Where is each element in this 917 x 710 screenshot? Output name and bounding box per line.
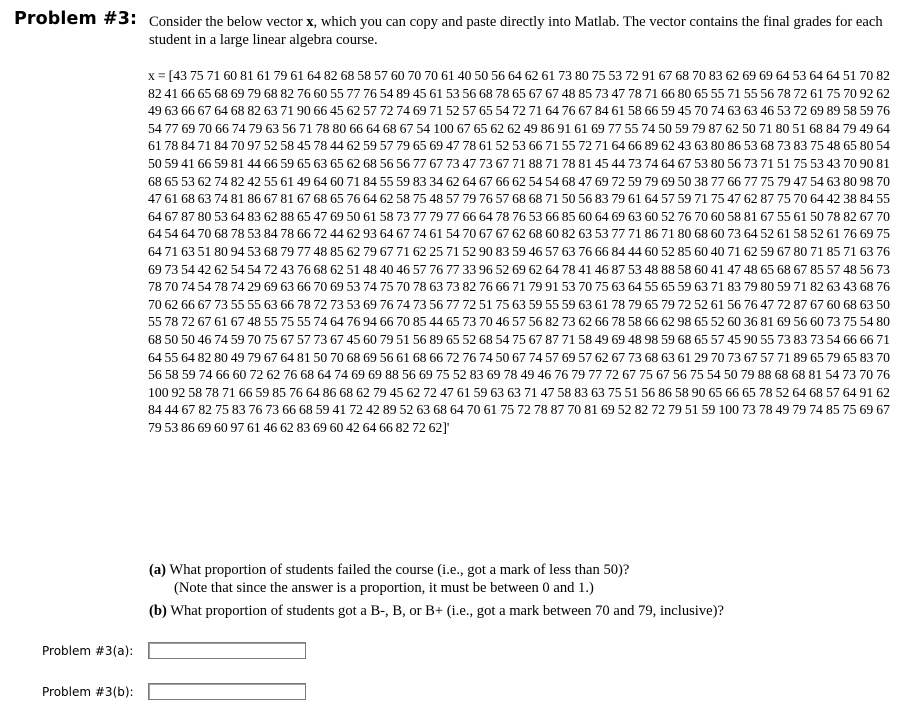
question-b-label: (b): [149, 603, 167, 619]
problem-title: Problem #3:: [14, 9, 138, 29]
answer-b-input[interactable]: [148, 683, 306, 700]
question-b-text: What proportion of students got a B-, B, or B+ (i.e., got a mark between 70 and 79, inclusive)?: [166, 603, 724, 619]
question-a-note: (Note that since the answer is a proportion, it must be between 0 and 1.): [174, 580, 594, 596]
intro-variable: x: [306, 14, 314, 30]
intro-text-after: , which you can copy and paste directly into Matlab. The vector contains the final grades for each student in a large linear algebra course.: [149, 14, 883, 48]
problem-intro: [149, 13, 889, 49]
question-a-label: (a): [149, 562, 167, 578]
question-a: [149, 561, 889, 579]
question-a-text: What proportion of students failed the course (i.e., got a mark of less than 50)?: [166, 562, 630, 578]
grades-vector: x = [43 75 71 60 81 61 79 61 64 82 68 58 57 60 70 70 61 40 50 56 64 62 61 73 80 75 53 72 91 67 68 70 83 62 69 69 64 53 64 64 51 70 82 82 41 66 65 68 69 79 68 82 76 60 55 77 76 54 89 45 61 53 56 68 78 65 67 67 48 85 73 47 78 71 66 80 65 55 71 55 56 78 72 61 75 70 92 62 49 63 66 67 64 68 82 63 71 90 66 45 62 57 72 74 69 71 52 57 65 54 72 71 64 76 67 84 61 58 66 59 45 70 74 63 63 46 53 72 69 89 58 59 76 54 77 69 70 66 74 79 63 56 71 78 80 66 64 68 67 54 100 67 65 62 62 49 86 91 61 69 77 55 74 50 59 79 87 62 50 71 80 51 68 84 79 49 64 61 78 84 71 84 70 97 52 58 45 78 44 62 59 57 79 65 69 47 78 61 52 53 66 71 55 72 71 64 66 89 62 43 63 80 86 53 68 73 83 75 48 65 80 54 50 59 41 66 59 81 44 66 59 65 63 65 62 68 56 56 77 67 73 47 73 67 71 88 71 78 81 45 44 73 74 64 67 53 80 56 73 71 51 75 53 43 70 90 81 68 65 53 62 74 82 42 55 61 49 64 60 71 84 55 59 83 34 62 64 67 66 62 54 54 68 47 69 72 59 79 69 50 38 77 66 77 75 79 47 54 63 80 98 70 47 61 68 63 74 81 86 67 81 67 68 65 76 64 62 58 75 48 57 79 76 57 68 68 71 50 56 83 79 61 64 57 59 71 75 47 62 87 75 70 64 42 38 84 55 64 67 87 80 53 64 83 62 88 65 47 69 50 61 58 73 77 79 77 66 64 78 76 53 66 85 60 64 69 63 60 52 76 70 60 58 81 67 55 61 50 78 82 67 70 64 54 64 70 68 78 53 84 78 66 72 44 62 93 64 67 74 61 54 70 67 67 62 68 60 82 63 53 77 71 86 71 80 68 60 73 64 52 61 58 52 61 76 69 75 64 71 63 51 80 94 53 68 79 77 48 85 62 79 67 71 62 25 71 52 90 83 59 46 57 63 76 66 84 44 60 52 85 60 40 71 62 59 67 80 71 85 71 63 76 69 73 54 42 62 54 54 72 43 76 68 62 51 48 40 46 57 76 77 33 96 52 69 62 64 78 41 46 87 53 48 88 58 60 41 47 48 65 68 67 85 57 48 56 73 78 70 74 54 78 74 29 69 63 66 70 69 53 74 75 70 78 63 73 82 76 66 71 79 91 53 70 75 63 64 55 65 59 63 71 83 79 80 59 71 82 63 43 68 76 70 62 66 67 73 55 55 63 66 78 72 73 53 69 76 74 73 56 77 72 51 75 63 59 55 59 63 61 78 79 65 79 72 52 61 56 76 47 72 87 67 60 68 63 50 55 78 72 67 61 67 48 55 75 55 74 64 76 94 66 70 85 44 65 73 70 46 57 56 82 73 62 66 78 58 66 62 98 65 52 60 36 81 69 56 60 73 75 54 80 68 50 50 46 74 59 70 75 67 57 73 67 45 60 79 51 56 89 65 52 68 54 75 67 87 71 58 49 69 48 98 59 68 65 57 45 90 55 73 83 73 54 66 66 71 64 55 64 82 80 49 79 67 64 81 50 70 68 69 56 61 68 66 72 76 74 50 67 74 57 69 57 62 67 73 68 63 61 29 70 73 67 57 71 89 65 79 65 83 70 56 58 59 74 66 60 72 62 76 68 64 74 69 69 88 56 69 75 52 83 69 78 49 46 76 79 77 72 67 75 67 56 75 54 50 79 88 68 68 81 54 73 70 76 100 92 58 78 71 66 59 85 76 64 86 68 62 79 45 62 72 47 61 59 63 63 71 47 58 83 63 75 51 56 86 58 90 65 66 65 78 52 64 68 57 64 91 62 84 44 67 82 75 83 76 73 66 68 59 41 72 42 89 52 63 68 64 70 61 75 72 78 87 70 81 69 52 82 72 79 51 59 100 73 78 49 79 74 85 75 69 67 79 53 86 69 60 97 61 46 62 83 69 60 42 64 66 82 72 62]': [148, 68, 890, 435]
answer-row-b: [42, 683, 306, 700]
answer-row-a: [42, 642, 306, 659]
answer-a-input[interactable]: [148, 642, 306, 659]
answer-b-label: Problem #3(b):: [42, 684, 134, 699]
answer-a-label: Problem #3(a):: [42, 643, 134, 658]
question-b: [149, 602, 889, 620]
questions-block: [149, 561, 889, 620]
intro-text-before: Consider the below vector: [149, 14, 307, 30]
